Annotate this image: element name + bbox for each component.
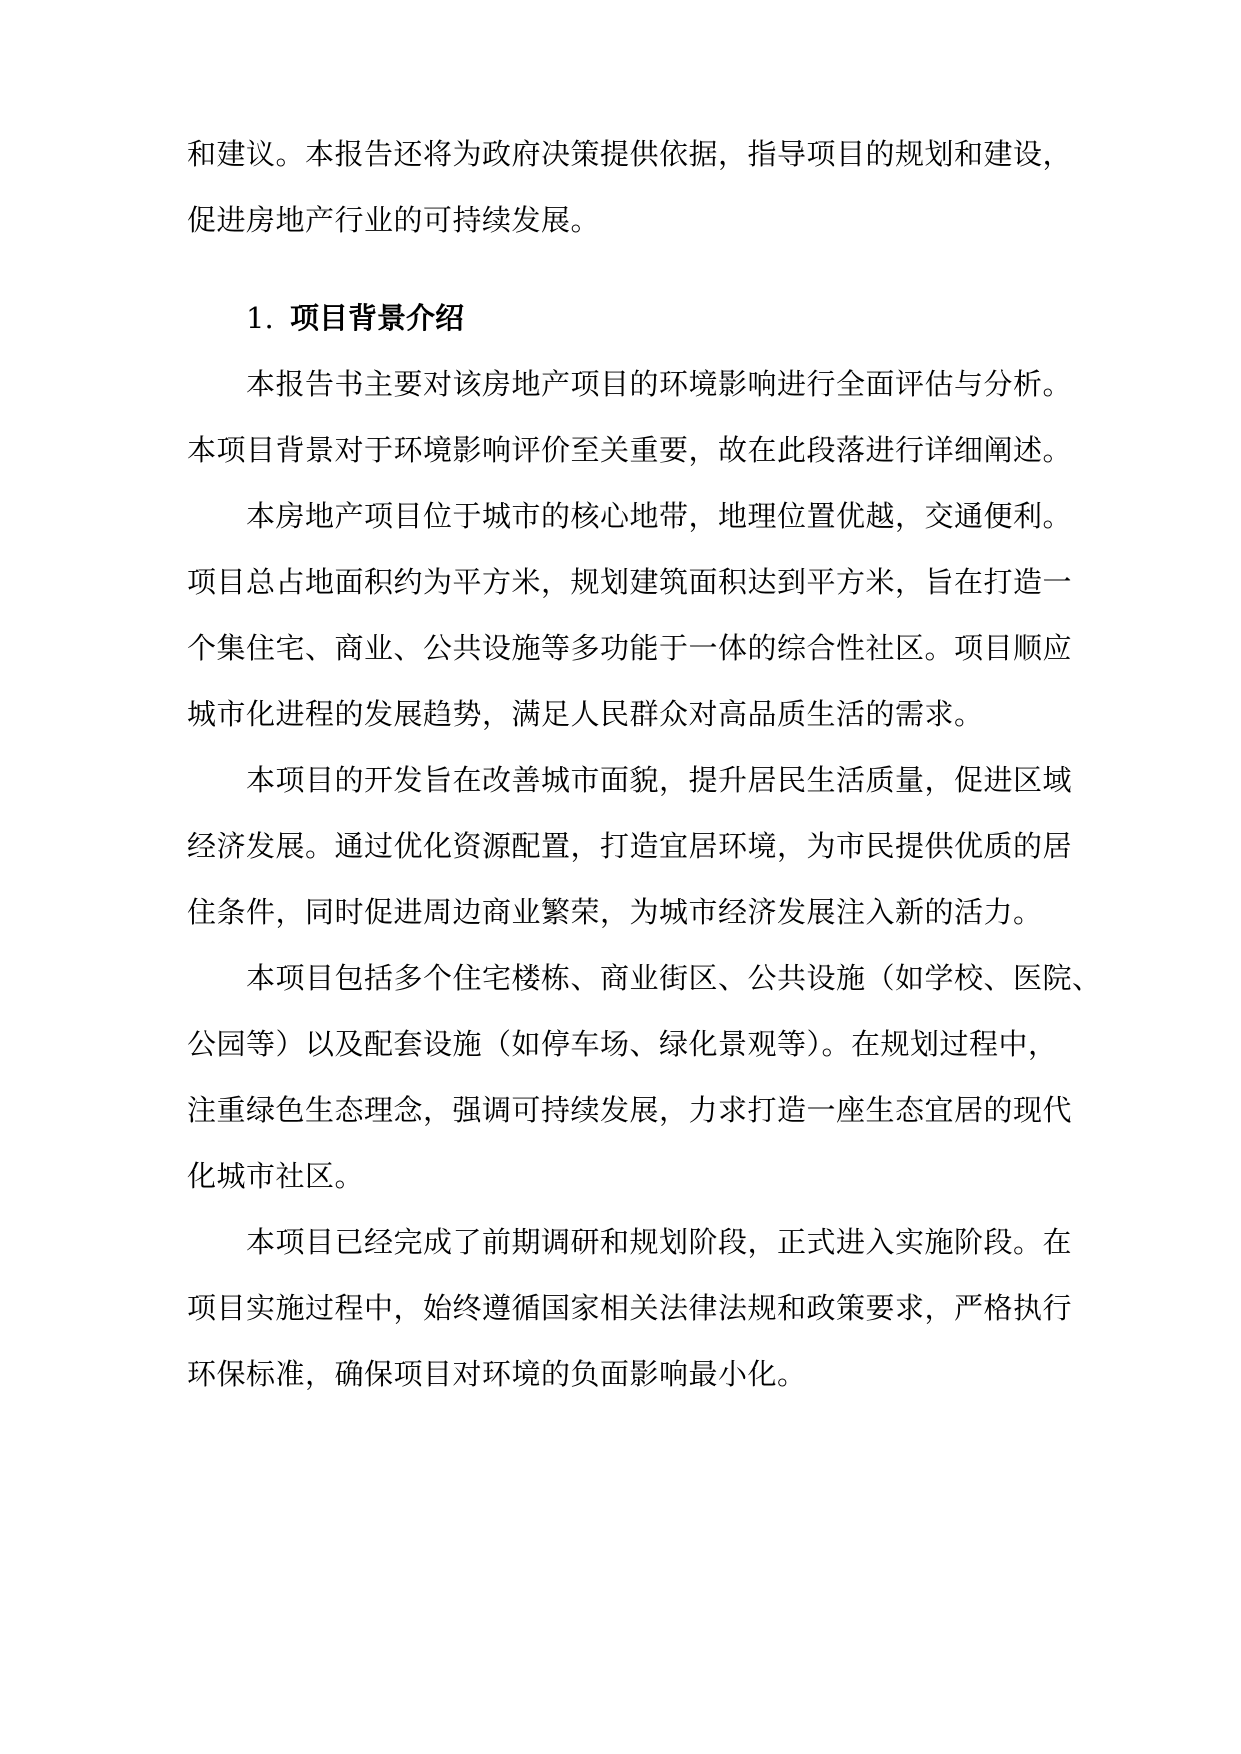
intro-line-2: 促进房地产行业的可持续发展。 [187, 203, 601, 237]
paragraph-4-line-1: 本项目包括多个住宅楼栋、商业街区、公共设施（如学校、医院、 [246, 961, 1102, 995]
paragraph-4-line-3: 注重绿色生态理念，强调可持续发展，力求打造一座生态宜居的现代 [187, 1093, 1073, 1127]
paragraph-2-line-3: 个集住宅、商业、公共设施等多功能于一体的综合性社区。项目顺应 [187, 631, 1073, 665]
paragraph-3-line-1: 本项目的开发旨在改善城市面貌，提升居民生活质量，促进区域 [246, 763, 1073, 797]
paragraph-2-line-4: 城市化进程的发展趋势，满足人民群众对高品质生活的需求。 [187, 697, 984, 731]
paragraph-2-line-2: 项目总占地面积约为平方米，规划建筑面积达到平方米，旨在打造一 [187, 565, 1073, 599]
paragraph-2-line-1: 本房地产项目位于城市的核心地带，地理位置优越，交通便利。 [246, 499, 1073, 533]
paragraph-3-line-3: 住条件，同时促进周边商业繁荣，为城市经济发展注入新的活力。 [187, 895, 1043, 929]
section-number: 1. [246, 301, 274, 335]
paragraph-1-line-1: 本报告书主要对该房地产项目的环境影响进行全面评估与分析。 [246, 367, 1073, 401]
paragraph-4-line-2: 公园等）以及配套设施（如停车场、绿化景观等）。在规划过程中， [187, 1027, 1058, 1061]
intro-line-1: 和建议。本报告还将为政府决策提供依据，指导项目的规划和建设， [187, 137, 1073, 171]
paragraph-5-line-3: 环保标准，确保项目对环境的负面影响最小化。 [187, 1357, 807, 1391]
paragraph-3-line-2: 经济发展。通过优化资源配置，打造宜居环境，为市民提供优质的居 [187, 829, 1073, 863]
paragraph-1-line-2: 本项目背景对于环境影响评价至关重要，故在此段落进行详细阐述。 [187, 433, 1073, 467]
paragraph-5-line-1: 本项目已经完成了前期调研和规划阶段，正式进入实施阶段。在 [246, 1225, 1073, 1259]
section-title: 项目背景介绍 [290, 301, 465, 335]
paragraph-5-line-2: 项目实施过程中，始终遵循国家相关法律法规和政策要求，严格执行 [187, 1291, 1073, 1325]
paragraph-4-line-4: 化城市社区。 [187, 1159, 365, 1193]
section-heading [246, 298, 464, 338]
